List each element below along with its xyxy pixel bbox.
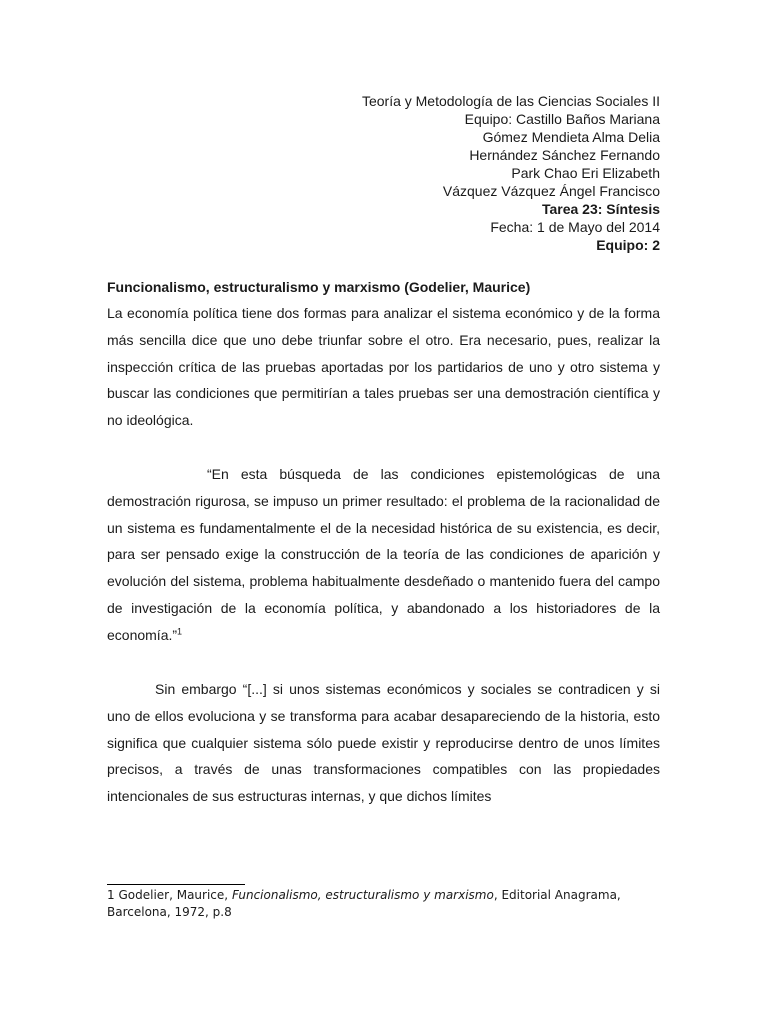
block-quote xyxy=(107,461,660,649)
task-title: Tarea 23: Síntesis xyxy=(541,201,660,217)
team-member: Hernández Sánchez Fernando xyxy=(469,147,660,163)
footnote xyxy=(107,887,660,921)
document-date: Fecha: 1 de Mayo del 2014 xyxy=(490,219,660,235)
quote-text: “En esta búsqueda de las condiciones epistemológicas de una demostración rigurosa, se impuso un primer resultado: el problema de la racionalidad de un sistema es fundamentalmente el de la necesidad histórica de su existencia, es decir, para ser pensado exige la construcción de la teoría de las condiciones de aparición y evolución del sistema, problema habitualmente desdeñado o mantenido fuera del campo de investigación de la economía política, y abandonado a los historiadores de la economía.” xyxy=(107,466,660,643)
document-header xyxy=(300,92,660,254)
footnote-book-title: Funcionalismo, estructuralismo y marxismo xyxy=(231,888,494,902)
footnote-author: Godelier, Maurice, xyxy=(118,888,229,902)
paragraph xyxy=(107,676,660,810)
team-number: Equipo: 2 xyxy=(596,237,660,253)
footnote-publisher: , Editorial Anagrama, Barcelona, 1972, p.8 xyxy=(107,888,621,919)
footnote-reference: 1 xyxy=(177,626,183,637)
footnote-separator xyxy=(107,884,245,885)
paragraph: La economía política tiene dos formas para analizar el sistema económico y de la forma más sencilla dice que uno debe triunfar sobre el otro. Era necesario, pues, realizar la inspección crítica de las pruebas aportadas por los partidarios de uno y otro sistema y buscar las condiciones que permitirían a tales pruebas ser una demostración científica y no ideológica. xyxy=(107,305,660,429)
team-member: Vázquez Vázquez Ángel Francisco xyxy=(442,183,660,199)
section-title: Funcionalismo, estructuralismo y marxismo (Godelier, Maurice) xyxy=(107,279,531,295)
course-name: Teoría y Metodología de las Ciencias Sociales II xyxy=(361,93,660,109)
team-label: Equipo: Castillo Baños Mariana xyxy=(464,111,660,127)
team-member: Park Chao Eri Elizabeth xyxy=(511,165,660,181)
footnote-number: 1 xyxy=(107,888,115,902)
team-member: Gómez Mendieta Alma Delia xyxy=(482,129,660,145)
paragraph-text: Sin embargo “[...] si unos sistemas económicos y sociales se contradicen y si uno de ellos evoluciona y se transforma para acabar desapareciendo de la historia, esto significa que cualquier sistema sólo puede existir y reproducirse dentro de unos límites precisos, a través de unas transformaciones compatibles con las propiedades intencionales de sus estructuras internas, y que dichos límites xyxy=(107,681,660,805)
